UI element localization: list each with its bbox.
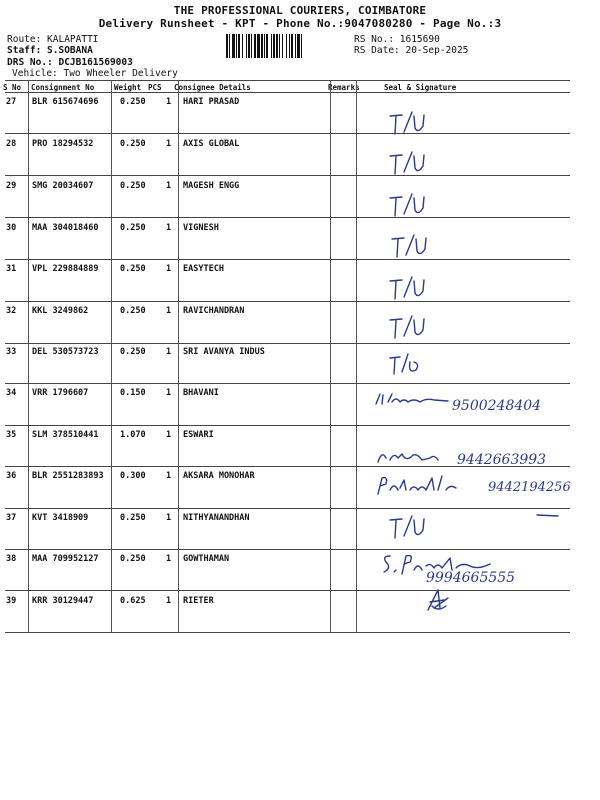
row-rule	[5, 217, 570, 218]
row-28-consignment: PRO 18294532	[32, 139, 94, 149]
barcode-bar	[229, 34, 230, 58]
row-32-consignment: KKL 3249862	[32, 306, 89, 316]
row-38-sno: 38	[6, 554, 17, 564]
handwritten-signature	[390, 233, 432, 261]
row-31-pcs: 1	[166, 264, 172, 274]
row-36-pcs: 1	[166, 471, 172, 481]
row-27-consignee: HARI PRASAD	[183, 97, 240, 107]
barcode-bar	[251, 34, 252, 58]
barcode-bar	[273, 34, 275, 58]
row-37-consignment: KVT 3418909	[32, 513, 89, 523]
staff-label: Staff: S.SOBANA	[7, 45, 93, 56]
row-35-consignment: SLM 378510441	[32, 430, 99, 440]
row-rule	[5, 259, 570, 260]
row-29-weight: 0.250	[120, 181, 146, 191]
handwritten-phone: 9442194256	[488, 480, 571, 495]
barcode-bar	[254, 34, 256, 58]
row-29-pcs: 1	[166, 181, 172, 191]
row-35-weight: 1.070	[120, 430, 146, 440]
row-31-sno: 31	[6, 264, 17, 274]
row-38-weight: 0.250	[120, 554, 146, 564]
handwritten-signature	[388, 110, 430, 138]
col-header-seal: Seal & Signature	[384, 83, 457, 92]
row-37-consignee: NITHYANANDHAN	[183, 513, 250, 523]
barcode-bar	[238, 34, 240, 58]
row-28-pcs: 1	[166, 139, 172, 149]
header-top-rule	[5, 80, 570, 81]
row-38-consignee: GOWTHAMAN	[183, 554, 230, 564]
row-32-weight: 0.250	[120, 306, 146, 316]
route-label: Route: KALAPATTI	[7, 34, 99, 45]
row-rule	[5, 425, 570, 426]
row-38-consignment: MAA 709952127	[32, 554, 99, 564]
barcode-bar	[232, 34, 235, 58]
row-27-sno: 27	[6, 97, 17, 107]
row-34-consignment: VRR 1796607	[32, 388, 89, 398]
barcode-bar	[266, 34, 268, 58]
row-rule	[5, 383, 570, 384]
row-30-sno: 30	[6, 223, 17, 233]
row-28-consignee: AXIS GLOBAL	[183, 139, 240, 149]
handwritten-signature	[388, 514, 430, 542]
row-36-sno: 36	[6, 471, 17, 481]
col-header-consignment: Consignment No	[31, 83, 95, 92]
row-27-weight: 0.250	[120, 97, 146, 107]
handwritten-phone: 9442663993	[457, 452, 547, 468]
col-header-consignee: Consignee Details	[174, 83, 251, 92]
barcode-bar	[271, 34, 272, 58]
barcode-bar	[264, 34, 265, 58]
row-35-pcs: 1	[166, 430, 172, 440]
row-33-weight: 0.250	[120, 347, 146, 357]
drs-number: DRS No.: DCJB161569003	[7, 57, 133, 68]
row-34-pcs: 1	[166, 388, 172, 398]
row-35-sno: 35	[6, 430, 17, 440]
handwritten-signature	[374, 392, 454, 408]
handwritten-signature	[388, 314, 430, 342]
row-30-pcs: 1	[166, 223, 172, 233]
barcode-bar	[286, 34, 287, 58]
company-title: THE PROFESSIONAL COURIERS, COIMBATORE	[173, 4, 427, 17]
row-36-consignee: AKSARA MONOHAR	[183, 471, 255, 481]
row-32-sno: 32	[6, 306, 17, 316]
row-30-weight: 0.250	[120, 223, 146, 233]
barcode-bar	[261, 34, 263, 58]
barcode	[226, 34, 348, 58]
handwritten-signature	[376, 448, 456, 468]
handwritten-signature	[388, 275, 430, 303]
row-39-sno: 39	[6, 596, 17, 606]
barcode-bar	[242, 34, 243, 58]
row-34-sno: 34	[6, 388, 17, 398]
row-33-consignment: DEL 530573723	[32, 347, 99, 357]
barcode-bar	[295, 34, 296, 58]
barcode-bar	[276, 34, 278, 58]
row-rule	[5, 508, 570, 509]
row-rule	[5, 590, 570, 591]
handwritten-signature	[388, 352, 424, 378]
barcode-bar	[257, 34, 260, 58]
col-header-sno: S No	[3, 83, 22, 92]
rs-date: RS Date: 20-Sep-2025	[354, 45, 469, 56]
row-36-weight: 0.300	[120, 471, 146, 481]
handwritten-signature	[388, 192, 430, 220]
row-rule	[5, 632, 570, 633]
header-bottom-rule	[5, 92, 570, 93]
row-39-pcs: 1	[166, 596, 172, 606]
barcode-bar	[279, 34, 280, 58]
row-36-consignment: BLR 2551283893	[32, 471, 104, 481]
runsheet-subtitle: Delivery Runsheet - KPT - Phone No.:9047080280 - Page No.:3	[98, 17, 502, 30]
barcode-bar	[282, 34, 283, 58]
row-29-sno: 29	[6, 181, 17, 191]
row-34-weight: 0.150	[120, 388, 146, 398]
barcode-bar	[297, 34, 300, 58]
barcode-bar	[246, 34, 247, 58]
barcode-bar	[289, 34, 290, 58]
col-header-remarks: Remarks	[328, 83, 360, 92]
row-31-weight: 0.250	[120, 264, 146, 274]
barcode-bar	[301, 34, 302, 58]
handwritten-phone: 9500248404	[452, 398, 542, 414]
handwritten-signature	[376, 474, 466, 498]
barcode-bar	[236, 34, 237, 58]
row-31-consignee: EASYTECH	[183, 264, 224, 274]
barcode-bar	[291, 34, 293, 58]
row-30-consignee: VIGNESH	[183, 223, 219, 233]
handwritten-phone: 9994665555	[426, 570, 516, 586]
row-34-consignee: BHAVANI	[183, 388, 219, 398]
vehicle-label: Vehicle: Two Wheeler Delivery	[12, 68, 178, 79]
row-37-sno: 37	[6, 513, 17, 523]
handwritten-signature	[424, 588, 454, 614]
handwritten-stroke	[536, 512, 560, 518]
row-rule	[5, 133, 570, 134]
row-37-weight: 0.250	[120, 513, 146, 523]
row-rule	[5, 549, 570, 550]
row-30-consignment: MAA 304018460	[32, 223, 99, 233]
row-33-consignee: SRI AVANYA INDUS	[183, 347, 265, 357]
row-38-pcs: 1	[166, 554, 172, 564]
row-39-consignee: RIETER	[183, 596, 214, 606]
barcode-bar	[226, 34, 228, 58]
row-29-consignment: SMG 20034607	[32, 181, 94, 191]
row-27-consignment: BLR 615674696	[32, 97, 99, 107]
row-rule	[5, 175, 570, 176]
barcode-bar	[248, 34, 250, 58]
row-rule	[5, 301, 570, 302]
col-header-pcs: PCS	[148, 83, 162, 92]
rs-number: RS No.: 1615690	[354, 34, 440, 45]
row-37-pcs: 1	[166, 513, 172, 523]
row-28-weight: 0.250	[120, 139, 146, 149]
row-32-consignee: RAVICHANDRAN	[183, 306, 245, 316]
row-31-consignment: VPL 229884889	[32, 264, 99, 274]
row-27-pcs: 1	[166, 97, 172, 107]
row-39-consignment: KRR 30129447	[32, 596, 94, 606]
row-32-pcs: 1	[166, 306, 172, 316]
row-rule	[5, 343, 570, 344]
row-33-pcs: 1	[166, 347, 172, 357]
col-header-weight: Weight	[114, 83, 142, 92]
row-33-sno: 33	[6, 347, 17, 357]
row-29-consignee: MAGESH ENGG	[183, 181, 240, 191]
handwritten-signature	[388, 150, 430, 178]
row-39-weight: 0.625	[120, 596, 146, 606]
row-35-consignee: ESWARI	[183, 430, 214, 440]
row-28-sno: 28	[6, 139, 17, 149]
